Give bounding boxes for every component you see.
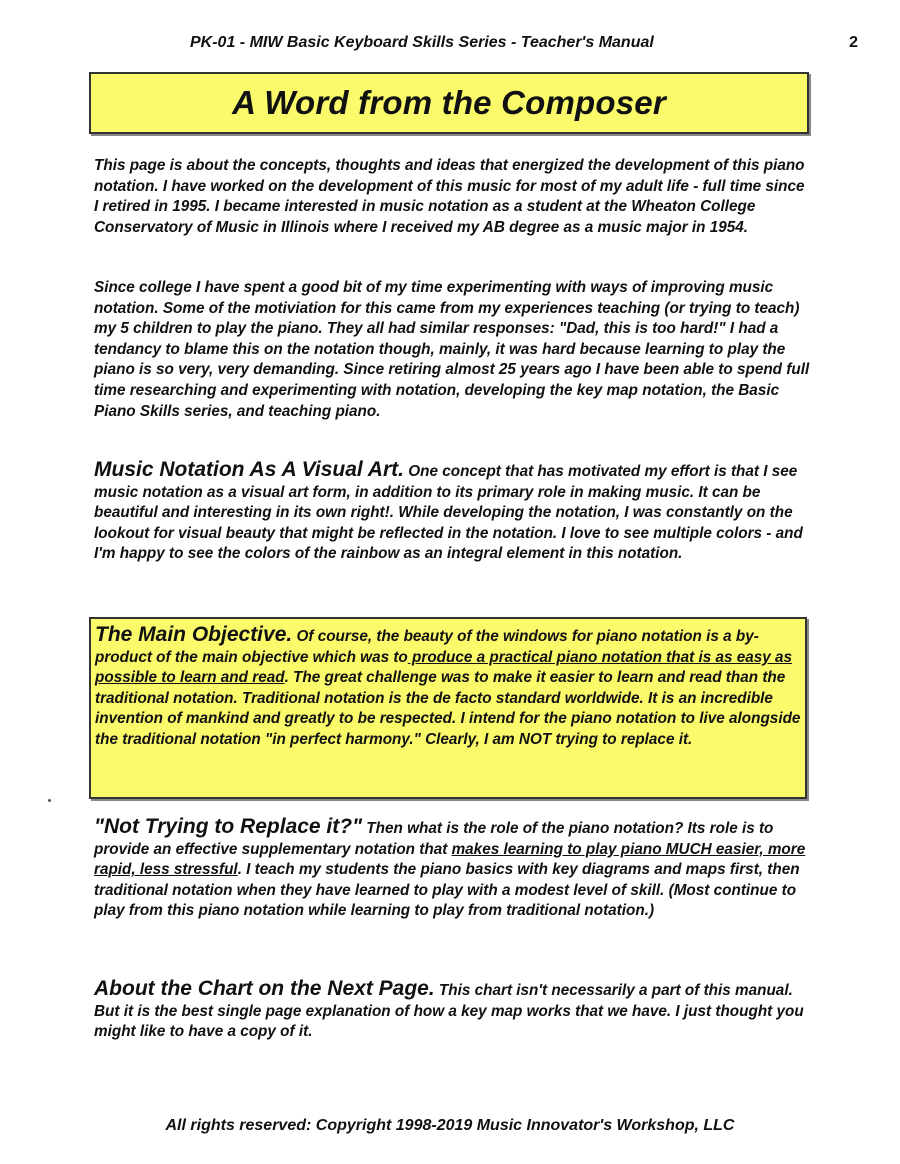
- college-paragraph: Since college I have spent a good bit of my time experimenting with ways of improving music notation. Some of the motiviation for this came from my experiences teaching (or trying to teach) my 5 children to play the piano. They all had similar responses: "Dad, this is too hard!" I had a tendancy to blame this on the notation though, mainly, it was hard because learning to play the piano is so very, very demanding. Since retiring almost 25 years ago I have been able to spend full time researching and experimenting with notation, developing the key map notation, the Basic Piano Skills series, and teaching piano.: [94, 279, 810, 420]
- page-title: A Word from the Composer: [232, 84, 666, 121]
- main-objective-heading: The Main Objective.: [95, 623, 293, 646]
- header-title: PK-01 - MIW Basic Keyboard Skills Series - Teacher's Manual: [190, 34, 654, 51]
- main-objective-box: [89, 617, 807, 799]
- not-replace-heading: "Not Trying to Replace it?": [94, 815, 363, 838]
- not-replace-underlined: makes learning to play piano MUCH easier, more rapid, less stressful: [94, 840, 806, 879]
- page-number: 2: [849, 34, 858, 51]
- page-header: [0, 34, 900, 56]
- chart-heading: About the Chart on the Next Page.: [94, 977, 435, 1000]
- chart-paragraph: [94, 979, 810, 1043]
- visual-art-text: One concept that has motivated my effort is that I see music notation as a visual art form, in addition to its primary role in making music. It can be beautiful and interesting in its own right!. While developing the notation, I was constantly on the lookout for visual beauty that might be reflected in the notation. I love to see multiple colors - and I'm happy to see the colors of the rainbow as an integral element in this notation.: [94, 463, 803, 563]
- copyright-footer: All rights reserved: Copyright 1998-2019 Music Innovator's Workshop, LLC: [165, 1117, 735, 1134]
- not-replace-paragraph: [94, 817, 810, 922]
- intro-paragraph: This page is about the concepts, thoughts and ideas that energized the development of this piano notation. I have worked on the development of this music for most of my adult life - full time since I retired in 1995. I became interested in music notation as a student at the Wheaton College Conservatory of Music in Illinois where I received my AB degree as a music major in 1954.: [94, 157, 805, 236]
- not-replace-text-start: Then what is the role of the piano notation? Its role is to provide an effective supplementary notation that: [94, 820, 774, 858]
- chart-text: This chart isn't necessarily a part of this manual. But it is the best single page explanation of how a key map works that we have. I just thought you might like to have a copy of it.: [94, 982, 804, 1041]
- not-replace-text-end: . I teach my students the piano basics with key diagrams and maps first, then traditional notation when they have learned to play with a modest level of skill. (Most continue to play from this piano notation while learning to play from traditional notation.): [94, 861, 800, 920]
- main-objective-text-start: Of course, the beauty of the windows for piano notation is a by-product of the main objective which was to: [95, 628, 759, 666]
- visual-art-heading: Music Notation As A Visual Art.: [94, 458, 404, 481]
- main-objective-paragraph: [91, 619, 805, 751]
- stray-dot: [48, 799, 51, 802]
- main-objective-text-end: . The great challenge was to make it easier to learn and read than the traditional notation. Traditional notation is the de facto standard worldwide. It is an incredible invention of mankind and greatly to be respected. I intend for the piano notation to live alongside the traditional notation "in perfect harmony." Clearly, I am NOT trying to replace it.: [95, 669, 801, 748]
- visual-art-paragraph: [94, 460, 810, 565]
- main-objective-underlined: produce a practical piano notation that is as easy as possible to learn and read: [95, 648, 793, 687]
- title-banner: [89, 72, 809, 134]
